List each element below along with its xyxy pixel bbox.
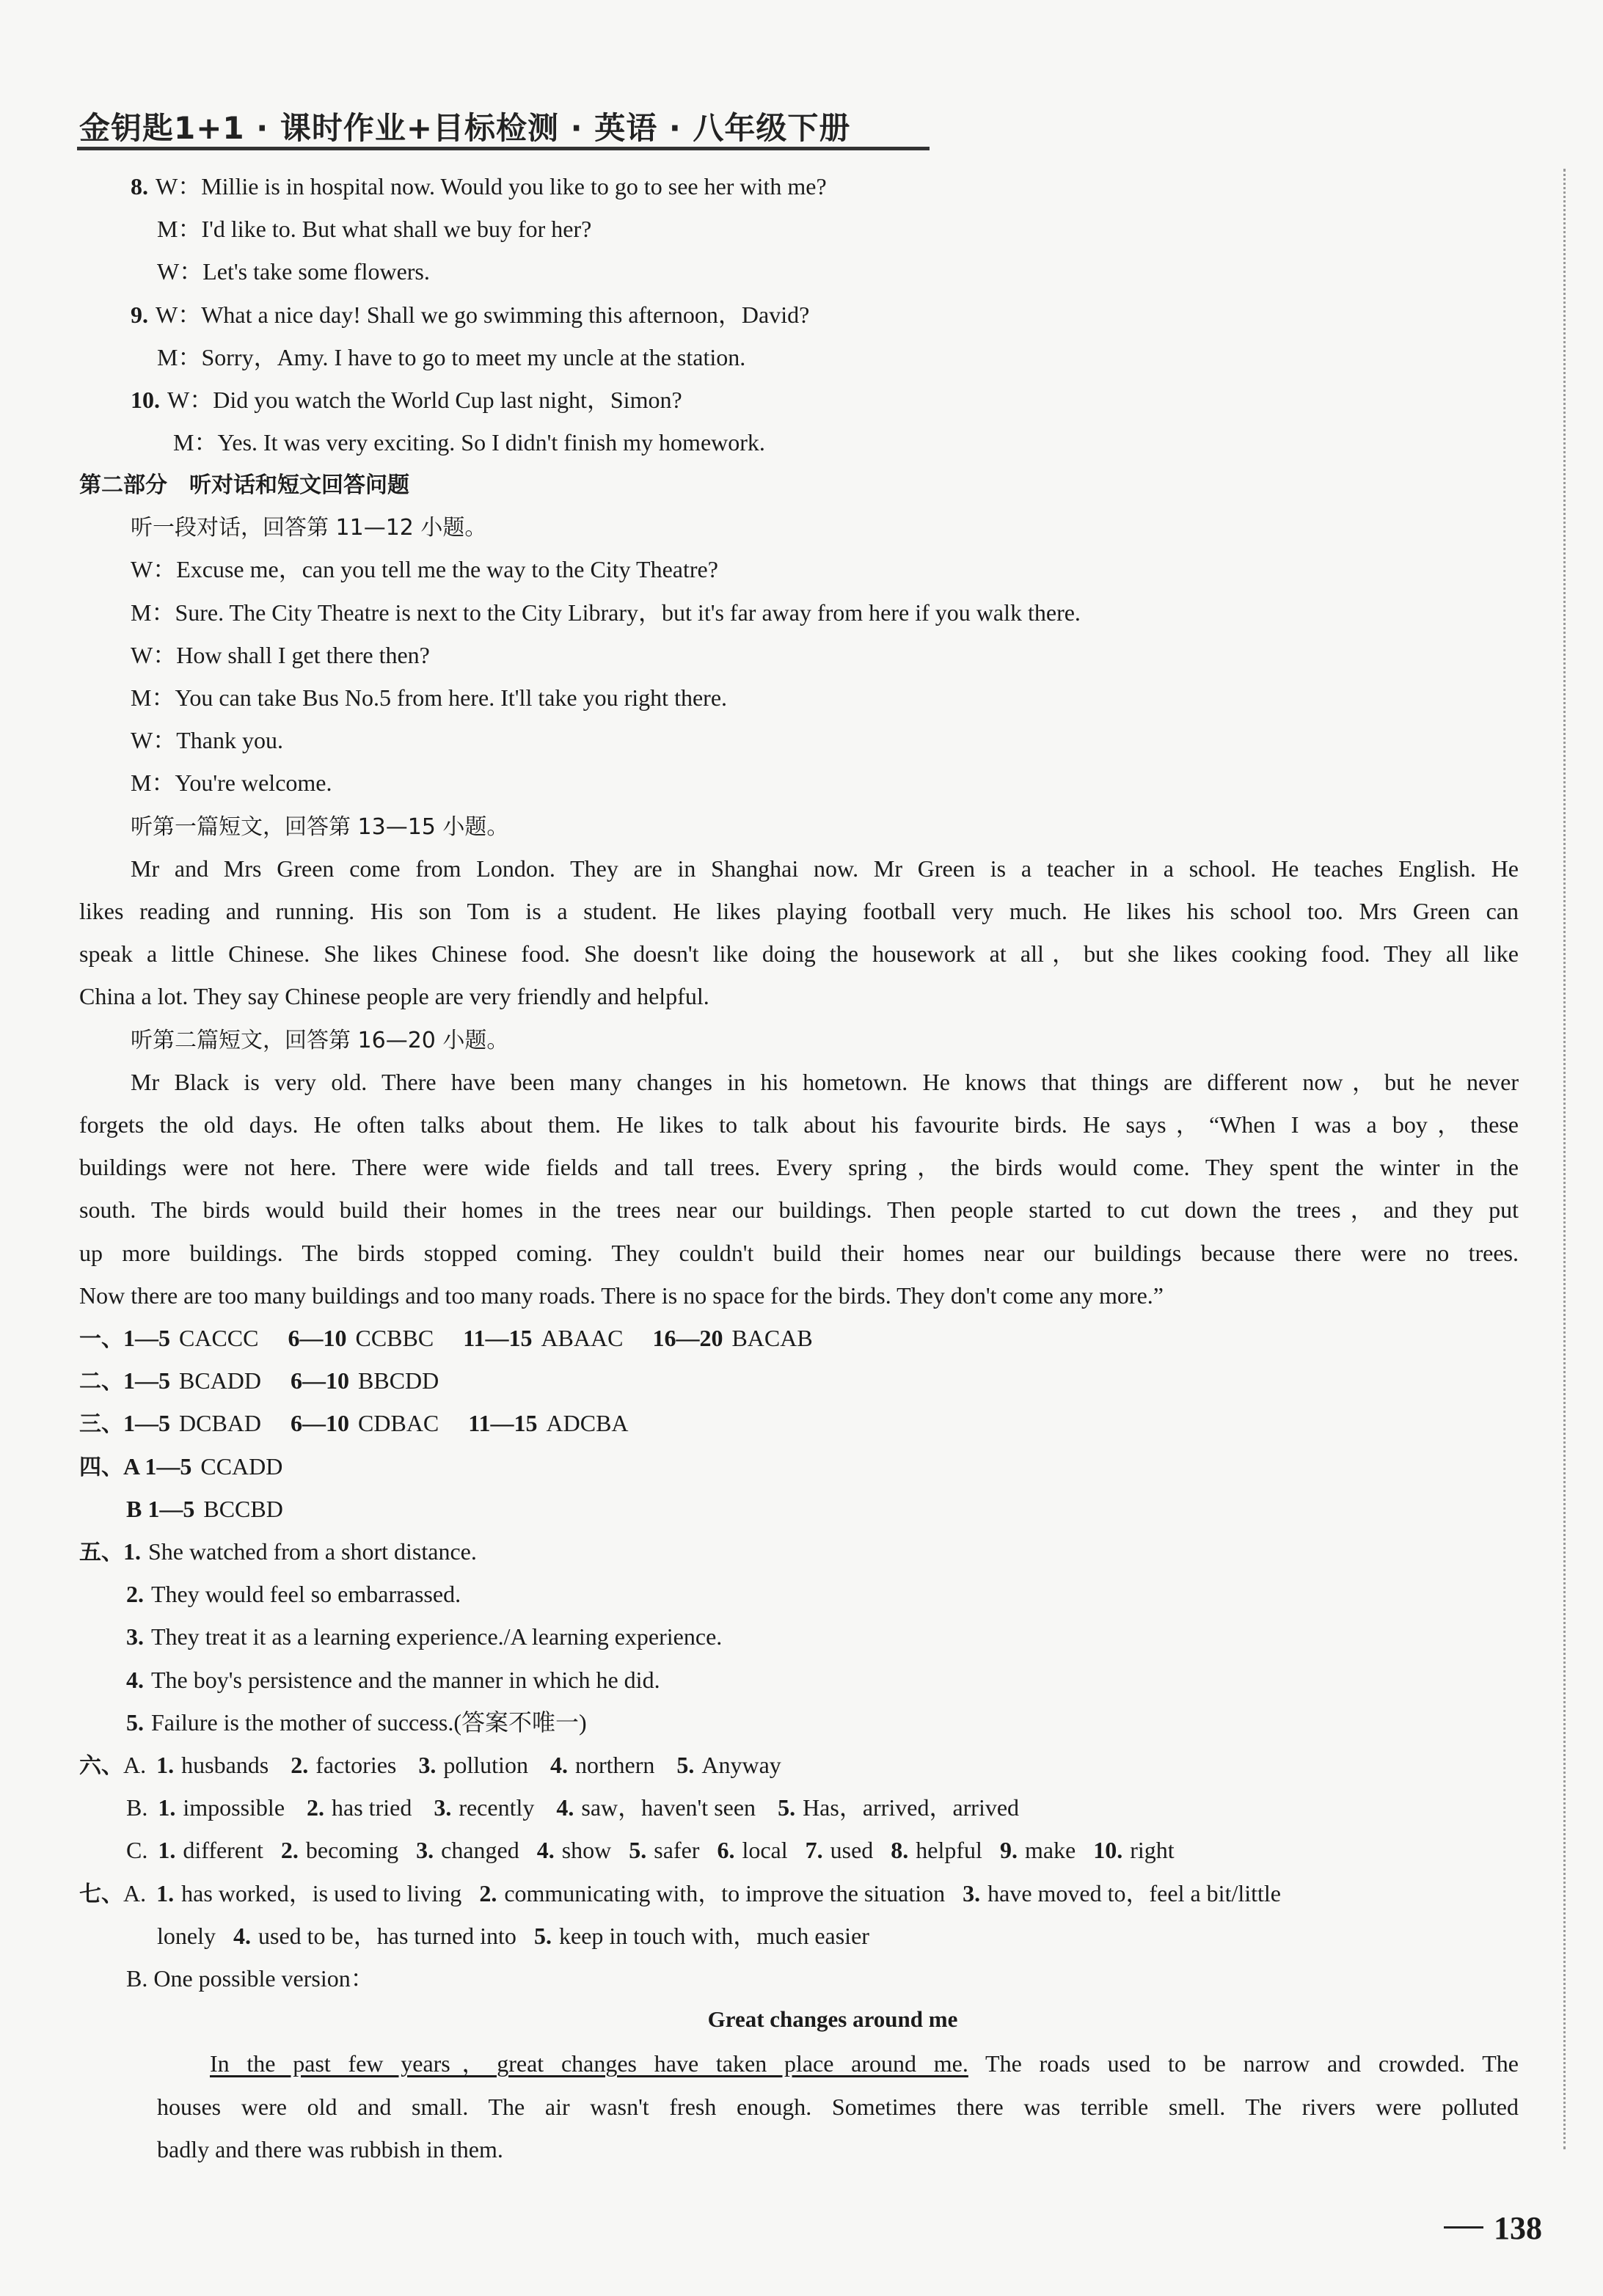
answer-line bbox=[157, 1921, 887, 1950]
item-number: 4. bbox=[233, 1922, 251, 1949]
answer-letters: CCBBC bbox=[355, 1325, 434, 1351]
answer-letters: ABAAC bbox=[541, 1325, 624, 1351]
question-number: 8. bbox=[131, 173, 148, 200]
dialogue-line bbox=[131, 385, 682, 414]
answer-text: helpful bbox=[916, 1837, 982, 1864]
answer-text: used to be，has turned into bbox=[258, 1922, 516, 1949]
item-number: 1. bbox=[156, 1752, 175, 1778]
answer-line bbox=[126, 1793, 1041, 1822]
dialogue-text: M：I'd like to. But what shall we buy for her? bbox=[157, 216, 592, 243]
item-number: 8. bbox=[891, 1837, 909, 1864]
dialogue-text: W：Excuse me，can you tell me the way to the City Theatre? bbox=[131, 556, 718, 583]
item-number: 2. bbox=[479, 1879, 497, 1906]
answer-text: Has，arrived，arrived bbox=[803, 1794, 1020, 1821]
passage-line bbox=[79, 981, 709, 1011]
answer-line bbox=[126, 1964, 374, 1993]
dialogue-line bbox=[157, 214, 591, 244]
instruction bbox=[131, 1025, 508, 1056]
answer-line bbox=[126, 1579, 461, 1609]
item-number: 9. bbox=[999, 1837, 1018, 1864]
page-number: 138 bbox=[1494, 2210, 1542, 2246]
passage-text: likes reading and running. His son Tom is a student. He likes playing football very much. He likes his school too. Mrs Green can bbox=[79, 898, 1519, 924]
answer-line bbox=[126, 1622, 722, 1651]
item-number: 2. bbox=[307, 1794, 325, 1821]
answer-text: pollution bbox=[443, 1752, 528, 1778]
item-number: 7. bbox=[805, 1837, 823, 1864]
item-number: 5. bbox=[676, 1752, 695, 1778]
part-tag: C. bbox=[126, 1837, 148, 1864]
dialogue-text: W：What a nice day! Shall we go swimming this afternoon，David? bbox=[156, 301, 810, 328]
answer-line bbox=[79, 1408, 658, 1439]
answer-text: different bbox=[183, 1837, 263, 1864]
answer-letters: BCCBD bbox=[203, 1495, 283, 1522]
essay-line bbox=[157, 2135, 503, 2164]
answer-text: safer bbox=[654, 1837, 700, 1864]
passage-line bbox=[79, 939, 1519, 968]
answer-letters: ADCBA bbox=[546, 1410, 629, 1437]
instruction-text: 听第一篇短文，回答第 13—15 小题。 bbox=[131, 814, 509, 840]
dialogue-line bbox=[131, 768, 332, 797]
answer-text: keep in touch with，much easier bbox=[558, 1922, 869, 1949]
dialogue-line bbox=[173, 428, 765, 457]
item-number: 1. bbox=[158, 1794, 176, 1821]
page-number-dash bbox=[1444, 2226, 1483, 2229]
answer-range: A 1—5 bbox=[123, 1452, 192, 1480]
part-tag: A. bbox=[123, 1879, 147, 1906]
passage-line bbox=[131, 854, 1519, 883]
answer-text: changed bbox=[441, 1837, 519, 1864]
answer-range: 1—5 bbox=[123, 1367, 170, 1394]
section-heading-text: 第二部分 听对话和短文回答问题 bbox=[79, 472, 409, 498]
dialogue-text: W：Millie is in hospital now. Would you like to go to see her with me? bbox=[156, 173, 827, 200]
essay-underlined-sentence: In the past few years，great changes have taken place around me. bbox=[210, 2050, 968, 2077]
part-tag: B. bbox=[126, 1794, 148, 1821]
answer-range: 16—20 bbox=[652, 1325, 723, 1351]
answer-text: show bbox=[561, 1837, 612, 1864]
item-number: 5. bbox=[533, 1922, 552, 1949]
dialogue-line bbox=[131, 555, 718, 584]
answer-text: husbands bbox=[181, 1752, 269, 1778]
answer-text: lonely bbox=[157, 1922, 216, 1949]
answer-section-label: 六、 bbox=[79, 1753, 123, 1779]
dialogue-line bbox=[131, 598, 1081, 627]
section-heading bbox=[79, 469, 409, 500]
answer-range: 11—15 bbox=[463, 1325, 533, 1351]
dialogue-text: M：Sure. The City Theatre is next to the City Library，but it's far away from here if you walk there. bbox=[131, 599, 1081, 626]
answer-section-label: 四、 bbox=[79, 1454, 123, 1480]
dialogue-text: W：Thank you. bbox=[131, 727, 283, 754]
passage-text: buildings were not here. There were wide fields and tall trees. Every spring，the birds would come. They spent the winter in the bbox=[79, 1154, 1519, 1181]
answer-letters: CCADD bbox=[200, 1452, 283, 1480]
answer-line bbox=[79, 1750, 803, 1781]
dialogue-line bbox=[131, 300, 809, 329]
passage-text: speak a little Chinese. She likes Chinese food. She doesn't like doing the housework at all，but she likes cooking food. They all like bbox=[79, 940, 1519, 968]
essay-text: houses were old and small. The air wasn't fresh enough. Sometimes there was terrible smell. The rivers were polluted bbox=[157, 2093, 1519, 2120]
answer-text: used bbox=[830, 1837, 874, 1864]
dialogue-line bbox=[131, 683, 727, 712]
instruction bbox=[131, 811, 508, 842]
answer-text: make bbox=[1024, 1837, 1076, 1864]
item-number: 5. bbox=[778, 1794, 796, 1821]
answer-text: impossible bbox=[183, 1794, 285, 1821]
item-number: 5. bbox=[629, 1837, 647, 1864]
passage-line bbox=[79, 1281, 1164, 1310]
answer-range: 6—10 bbox=[288, 1325, 347, 1351]
answer-text: Anyway bbox=[701, 1752, 781, 1778]
answer-text: has worked，is used to living bbox=[181, 1879, 462, 1906]
answer-text: saw，haven't seen bbox=[581, 1794, 756, 1821]
item-number: 4. bbox=[556, 1794, 574, 1821]
instruction-text: 听第二篇短文，回答第 16—20 小题。 bbox=[131, 1027, 509, 1053]
dialogue-text: W：Did you watch the World Cup last night，Simon? bbox=[167, 387, 682, 413]
answer-range: 1—5 bbox=[123, 1410, 170, 1437]
page-header: 金钥匙1+1 · 课时作业+目标检测 · 英语 · 八年级下册 bbox=[79, 110, 851, 146]
answer-line bbox=[79, 1537, 477, 1568]
answer-line bbox=[79, 1452, 282, 1482]
answer-letters: BCADD bbox=[179, 1367, 262, 1394]
passage-line bbox=[79, 1152, 1519, 1182]
item-number: 1. bbox=[158, 1837, 176, 1864]
part-tag: A. bbox=[123, 1752, 147, 1778]
answer-text: Failure is the mother of success.(答案不唯一) bbox=[151, 1708, 587, 1736]
item-number: 3. bbox=[418, 1752, 437, 1778]
item-number: 1. bbox=[123, 1538, 141, 1565]
item-number: 10. bbox=[1093, 1837, 1123, 1864]
dialogue-text: M：Yes. It was very exciting. So I didn't finish my homework. bbox=[173, 429, 765, 456]
essay-text: The roads used to be narrow and crowded. The bbox=[968, 2050, 1519, 2077]
instruction-text: 听一段对话，回答第 11—12 小题。 bbox=[131, 515, 487, 541]
passage-line bbox=[79, 1195, 1519, 1224]
dialogue-line bbox=[157, 257, 430, 286]
essay-title: Great changes around me bbox=[707, 2006, 958, 2033]
answer-text: local bbox=[742, 1837, 788, 1864]
answer-text: right bbox=[1130, 1837, 1175, 1864]
passage-text: China a lot. They say Chinese people are very friendly and helpful. bbox=[79, 983, 709, 1010]
item-number: 2. bbox=[280, 1837, 299, 1864]
item-number: 2. bbox=[126, 1581, 144, 1608]
dialogue-line bbox=[131, 640, 430, 670]
dialogue-text: M：You can take Bus No.5 from here. It'll take you right there. bbox=[131, 684, 728, 711]
answer-text: They would feel so embarrassed. bbox=[151, 1581, 461, 1608]
answer-text: recently bbox=[459, 1794, 535, 1821]
item-number: 3. bbox=[126, 1623, 144, 1650]
instruction bbox=[131, 512, 486, 543]
dialogue-line bbox=[131, 725, 283, 755]
answer-section-label: 二、 bbox=[79, 1369, 123, 1395]
passage-line bbox=[79, 896, 1519, 926]
passage-text: Mr Black is very old. There have been many changes in his hometown. He knows that things are different now，but he never bbox=[131, 1068, 1519, 1095]
passage-line bbox=[79, 1238, 1519, 1268]
answer-line bbox=[126, 1708, 587, 1737]
item-number: 1. bbox=[156, 1879, 175, 1906]
question-number: 10. bbox=[131, 387, 160, 413]
passage-text: Mr and Mrs Green come from London. They are in Shanghai now. Mr Green is a teacher in a school. He teaches English. He bbox=[131, 855, 1519, 882]
dialogue-text: W：Let's take some flowers. bbox=[157, 258, 430, 285]
answer-text: The boy's persistence and the manner in which he did. bbox=[151, 1666, 660, 1693]
answer-letters: DCBAD bbox=[179, 1410, 262, 1437]
answer-range: 11—15 bbox=[468, 1410, 538, 1437]
dialogue-text: M：Sorry，Amy. I have to go to meet my uncle at the station. bbox=[157, 343, 746, 370]
item-number: 4. bbox=[549, 1752, 568, 1778]
answer-section-label: 三、 bbox=[79, 1411, 123, 1438]
essay-line bbox=[157, 2092, 1519, 2121]
dialogue-text: W：How shall I get there then? bbox=[131, 641, 430, 668]
answer-text: northern bbox=[574, 1752, 655, 1778]
answer-line bbox=[126, 1494, 283, 1524]
essay-line bbox=[210, 2049, 1519, 2078]
answer-text: She watched from a short distance. bbox=[148, 1538, 477, 1565]
item-number: 3. bbox=[416, 1837, 434, 1864]
dialogue-line bbox=[131, 172, 827, 201]
item-number: 2. bbox=[291, 1752, 309, 1778]
answer-letters: CACCC bbox=[179, 1325, 259, 1351]
answer-letters: BBCDD bbox=[358, 1367, 439, 1394]
answer-range: B 1—5 bbox=[126, 1495, 195, 1522]
answer-text: They treat it as a learning experience./A learning experience. bbox=[151, 1623, 723, 1650]
answer-text: factories bbox=[315, 1752, 397, 1778]
passage-line bbox=[79, 1110, 1519, 1139]
answer-line bbox=[79, 1879, 1299, 1909]
answer-letters: BACAB bbox=[731, 1325, 813, 1351]
answer-line bbox=[126, 1665, 660, 1694]
item-number: 6. bbox=[717, 1837, 735, 1864]
dialogue-text: M：You're welcome. bbox=[131, 769, 332, 797]
essay-text: badly and there was rubbish in them. bbox=[157, 2135, 503, 2162]
answer-range: 6—10 bbox=[291, 1367, 350, 1394]
passage-text: south. The birds would build their homes in the trees near our buildings. Then people started to cut down the trees，and they put bbox=[79, 1196, 1519, 1224]
passage-text: forgets the old days. He often talks about them. He likes to talk about his favourite birds. He says，“When I was a boy，these bbox=[79, 1111, 1519, 1138]
answer-section-label: 一、 bbox=[79, 1326, 123, 1352]
answer-line bbox=[79, 1366, 468, 1397]
answer-text: becoming bbox=[305, 1837, 399, 1864]
passage-line bbox=[131, 1067, 1519, 1097]
item-number: 4. bbox=[126, 1666, 144, 1693]
passage-text: Now there are too many buildings and too many roads. There is no space for the birds. They don't come any more.” bbox=[79, 1282, 1164, 1309]
answer-range: 1—5 bbox=[123, 1325, 170, 1351]
answer-line bbox=[126, 1835, 1192, 1865]
answer-line bbox=[79, 1323, 842, 1354]
passage-text: up more buildings. The birds stopped coming. They couldn't build their homes near our buildings because there were no trees. bbox=[79, 1239, 1519, 1266]
question-number: 9. bbox=[131, 301, 148, 328]
item-number: 5. bbox=[126, 1708, 144, 1736]
item-number: 3. bbox=[434, 1794, 452, 1821]
answer-text: has tried bbox=[332, 1794, 412, 1821]
item-number: 4. bbox=[536, 1837, 555, 1864]
part-intro: B. One possible version： bbox=[126, 1965, 374, 1992]
answer-text: have moved to，feel a bit/little bbox=[987, 1879, 1282, 1906]
item-number: 3. bbox=[963, 1879, 981, 1906]
answer-section-label: 七、 bbox=[79, 1881, 123, 1907]
dialogue-line bbox=[157, 343, 745, 372]
answer-range: 6—10 bbox=[291, 1410, 350, 1437]
answer-section-label: 五、 bbox=[79, 1540, 123, 1565]
answer-letters: CDBAC bbox=[358, 1410, 439, 1437]
answer-text: communicating with，to improve the situation bbox=[504, 1879, 946, 1906]
